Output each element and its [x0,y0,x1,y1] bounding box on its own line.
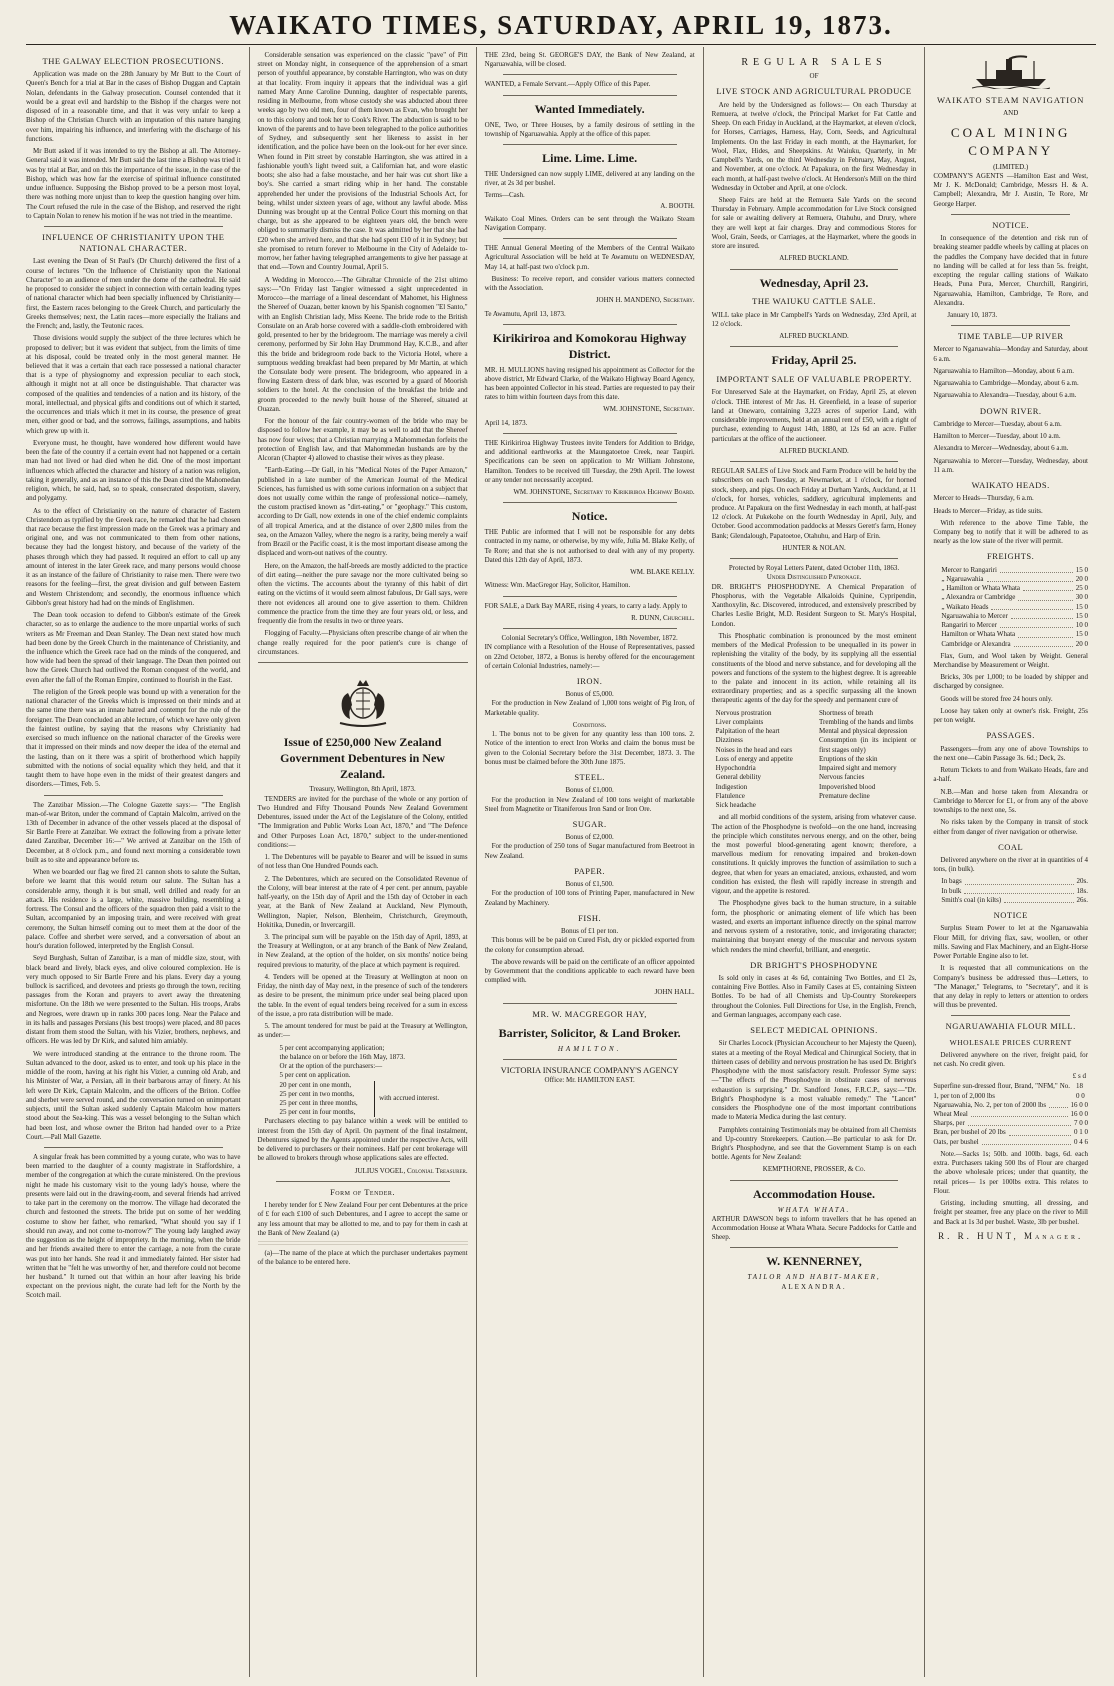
iron-conditions: 1. The bonus not to be given for any quantity less than 100 tons. 2. Notice of the intention to erect Iron Works and claim the bonus must be given to the Colonial Secretary before the 31st December, 1873. 3. The bonus must be claimed before the 30th June 1875. [484,730,695,766]
divider [951,325,1070,326]
christianity-p3: Everyone must, he thought, have wondered how different would have been the fate of the country if a certain event had not happened or a certain man had not lived or had died when he did. One of the most important influences which affected the character and history of a nation was religion, taking it generally, and as an instance of this the Dean cited the Mahomedan religion, which, he said, had, so to speak, consecrated despotism, slavery, and polygamy. [26,438,241,503]
ailment: Impoverished blood [819,782,876,791]
hall-signature: JOHN HALL. [654,988,695,997]
debentures-condition-1: 1. The Debentures will be payable to Bearer and will be issued in sums of not less than One Hundred Pounds each. [257,853,468,871]
kelly-signature: WM. BLAKE KELLY. [630,568,695,577]
lime-text: THE Undersigned can now supply LIME, delivered at any landing on the river, at 2s 3d per bushel. [484,169,695,188]
column-5 [924,47,1096,1677]
ailment: Hypochondria [715,764,756,773]
company-notice-headline: NOTICE. [992,219,1030,230]
flour-row: Superfine sun-dressed flour, Brand, "NFM," No. 1, per ton of 2,000 lbs 18 0 0 [933,1082,1085,1100]
sugar-heading: SUGAR. [572,819,607,829]
christianity-p2: Those divisions would supply the subject of the three lectures which he proposed to deliver; but it was evident that subject, from the limits of time at his disposal, could be treated only in the most general manner. He believed that it was a certain that each race possessed a national character that is a type of physiognomy and expression peculiar to each stock, although it might not at all once be distinguishable. That character was composed of the qualities and tendencies of a nation and its history, of the moral, intellectual, and physical gifts and conditions out of which it started, the occurrences and trials which it met in its course, the presence of great men, either good or bad, and the sorrows, failings, assumptions, and habits which grew up with it. [26,334,241,435]
ailment: Sick headache [715,801,756,810]
medical-opinions-headline: SELECT MEDICAL OPINIONS. [750,1025,878,1036]
fish-text: This bonus will be be paid on Cured Fish, dry or pickled exported from the colony for consumption abroad. [484,936,695,954]
divider [951,1015,1070,1016]
payment-note: with accrued interest. [374,1081,468,1118]
johnstone-signature-2: WM. JOHNSTONE, Secretary to Kirikiriroa Highway Board. [513,488,695,497]
phosphodyne-description: This Phosphatic combination is pronounced by the most eminent members of the Medical Profession to be unequalled in its power in replenishing the vitality of the body, by its supplying all the essential constituents of the blood and nerve substance, and for developing all the powers and functions of the system to the highest degree. It is agreeable to the palate and innocent in its action, while retaining all its extraordinary properties; and as a specific surpassing all the known therapeutic agents of the day for the speedy and permanent cure of [711,631,917,705]
lime-orders: Waikato Coal Mines. Orders can be sent through the Waikato Steam Navigation Company. [484,214,695,232]
buckland-signature-2: ALFRED BUCKLAND. [779,332,849,341]
barrister-title: Barrister, Solicitor, & Land Broker. [498,1025,681,1040]
kelly-witness: Witness: Wm. MacGregor Hay, Solicitor, Hamilton. [484,581,631,590]
macgregor-hay-name: MR. W. MACGREGOR HAY, [532,1008,647,1019]
flour-row: Sharps, per 7 0 0 [933,1119,1088,1128]
flour-row: Bran, per bushel of 20 lbs 0 1 0 [933,1128,1088,1137]
up-river-entry: Ngaruawahia to Alexandra—Tuesday, about 6 a.m. [933,391,1077,400]
coal-headline: COAL [998,841,1024,852]
hamilton-town: HAMILTON. [557,1044,622,1053]
divider [503,238,677,239]
galway-p1: Application was made on the 28th January by Mr Butt to the Court of Queen's Bench for a trial at Bar in the cases of Bishop Duggan and Captain Nolan, defendants in the Galway prosecution. Counsel contended that it would be a great evil and hardship to the Bishop if the charges were not disposed of in a reasonable time, and that it was very unfair to keep a Bishop of the Christian Church with an imputation of this nature hanging over him, impairing his influence, and interfering with the discharge of his functions. [26,70,241,143]
steam-power-text: Surplus Steam Power to let at the Ngaruawahia Flour Mill, for driving flax, saw, woollen, or other mills. Sawing and Flax Machinery, and an Eight-Horse Power Portable Engine also to let. [933,924,1088,961]
tender-form-headline: Form of Tender. [330,1186,396,1197]
zanzibar-p3: Seyd Burghash, Sultan of Zanzibar, is a man of middle size, stout, with black beard and lively, black eyes, and olive coloured complexion. He is very much opposed to Sir Bartle Frere and his plans. Every day a young bullock is sacrificed, and devotees and priests go through the town, reciting passages from the Koran and prayers to avert away the threatening misfortune. On the 18th we were presented to the Sultan. His troops, Arabs and Negroes, were drawn up in ranks 300 paces long. Near the Palace and in its halls and passages Persians (his best troops) were placed, and 80 paces distant from them stood the Sultan, with his Vizier, brothers, nephews, and officers. He was led by Dr Kirk, and saluted him amiably. [26,954,241,1046]
steamship-icon [972,55,1050,89]
horse-passage-text: N.B.—Man and horse taken from Alexandra or Cambridge to Mercer for £1, or from any of the above townships to the next one, 5s. [933,787,1088,815]
agricultural-meeting-business: Business: To receive report, and consider various matters connected with the Association. [484,274,695,293]
morocco-wedding-p1: A Wedding in Morocco.—The Gibraltar Chronicle of the 21st ultimo says:—"On Friday last Tangier witnessed a sight unprecedented in Morocco—the marriage of a lineal descendant of Mahomet, his Highness the Shereef of Ouazan, better known by his Spanish cognomen "El Santo," with an English Christian lady, Miss Keene. The bride rode to the British Consulate on an Arab horse covered with a saddle-cloth embroidered with gold, presented to her by the bridegroom. The marriage was merely a civil ceremony, performed by Sir John Hay Drummond Hay, K.C.B., and after this the bride and bridegroom rode back to the Victoria Hotel, where a sumptuous wedding breakfast had been prepared by Mr Martin, at which the Consulate body were present. The bridegroom, who appeared in a flowing Eastern dress of dark blue, was escorted by a guard of Moorish soldiers to the hotel. At the conclusion of the breakfast the bride and groom proceeded to the newly built house of the Shereef, situated at Ouazan. [257,275,468,413]
bridge-tenders-notice: THE Kirikiriroa Highway Trustees invite Tenders for Addition to Bridge, and additional earthworks at the Maungatoetoe Creek, near Taupiri. Specifications can be seen on application to Mr William Johnstone, Hamilton. Tenders to be received till Tuesday, the 29th April. The lowest or any tender not necessarily accepted. [484,438,695,484]
divider [503,1059,677,1060]
coal-row: In bags 20s. [941,877,1088,886]
up-river-entry: Mercer to Ngaruawahia—Monday and Saturday, about 6 a.m. [933,345,1088,363]
ailment: Dizziness [715,736,743,745]
steam-power-notice-headline: NOTICE [993,910,1028,921]
freight-row: Mercer to Rangariri 15 0 [941,565,1088,574]
buckland-signature: ALFRED BUCKLAND. [779,254,849,263]
divider [44,226,223,227]
coal-row: Smith's coal (in kilts) 26s. [941,895,1088,904]
iron-bonus: Bonus of £5,000. [565,690,614,699]
divider [258,662,468,663]
ailment: Nervous prostration [715,708,772,717]
ailment: General debility [715,773,761,782]
christianity-p5: The Dean took occasion to defend to Gibbon's estimate of the Greek character, so as to enlarge the audience to the more unpartial works of such writers as Mr Freeman and Dean Stanley. The Dean next stated how much had been done by the Greek Church in the maintenance of Christianity, and the influence which the Greek race had on the minds of the conquered, and how wide had been the spread of their language. The Dean then pointed out how the Greek Church had outlived the Roman conquest of the world, and even after the fall of the Roman Empire, continued to flourish in the East. [26,611,241,684]
sugar-text: For the production of 250 tons of Sugar manufactured from Beetroot in New Zealand. [484,842,695,860]
buckland-signature-3: ALFRED BUCKLAND. [779,446,849,455]
divider [503,433,677,434]
mare-for-sale-ad: FOR SALE, a Dark Bay MARE, rising 4 years, to carry a lady. Apply to [484,601,688,610]
flour-row: Oats, per bushel 0 4 6 [933,1137,1088,1146]
christianity-headline: INFLUENCE OF CHRISTIANITY UPON THE NATIONAL CHARACTER. [42,231,225,254]
phosphodyne-structure: The Phosphodyne gives back to the human structure, in a suitable form, the phosphoric or animating element of life which has been wasted, and exerts an important influence directly on the spinal marrow and nervous system of a restorative, tonic, and invigorating character; maintaining that buoyant energy of the muscular and nervous system which renders the mind cheerful, brilliant, and energetic. [711,899,917,954]
payment-line: 25 per cent in four months, [279,1108,356,1117]
letters-patent-line: Protected by Royal Letters Patent, dated October 11th, 1863. [728,564,900,573]
ailment: Noises in the head and ears [715,745,793,754]
kennerney-name: W. KENNERNEY, [766,1254,862,1269]
phosphodyne-intro: DR. BRIGHT'S PHOSPHODYNE. A Chemical Preparation of Phosphorus, with the Vegetable Alkaloids Quinine, Cypripendin, Xanthoxylin, &c. Discovered, introduced, and extensively prescribed by Charles Leslie Bright, M.D. Resident Surgeon to St. Mary's Hospital, London. [711,582,917,628]
ailment: Impaired sight and memory [819,764,897,773]
treasury-dateline: Treasury, Wellington, 8th April, 1873. [309,785,416,794]
zanzibar-p1: The Zanzibar Mission.—The Cologne Gazette says:— "The English man-of-war Briton, under the command of Captain Malcolm, arrived on the 13th of December in advance of the other vessels placed at the disposal of Sir Bartle Frere at Zanzibar. We extract the following from a private letter dated Zanzibar, December 16:—" We arrived at Zanzibar on the 15th of December, at 8 o'clock p.m., and found next morning a considerable town built as to site and appearance before us. [26,800,241,864]
company-agents: COMPANY'S AGENTS —Hamilton East and West, Mr J. K. McDonald; Cambridge, Messrs H. & A. Campbell; Alexandra, Mr J. Austin, Te Rore, Mr George Harper. [933,172,1088,208]
divider [730,461,899,462]
divider [730,269,899,270]
divider [503,1003,677,1004]
limited-line: (LIMITED.) [993,162,1029,171]
up-river-entry: Ngaruawahia to Hamilton—Monday, about 6 a.m. [933,366,1075,375]
ailment: Indigestion [715,782,748,791]
earth-eating-p1: "Earth-Eating.—Dr Gall, in his "Medical Notes of the Paper Amazon," published in a late number of the American Journal of the Medical Sciences, has furnished us with some curious information on a subject that does not usually come within the range of professional notice—namely, the custom practised known as "dirt-eating," or "geophagy." This custom, according to Dr Gall, now extends in one of the chief endemic complaints of all tropical America, and at the distance of over 2,800 miles from the sea, on the Amazon Valley, where the negro is a rarity, being merely a waif from Brazil or the Pacific coast, it is the most important disease among the displaced and worn-out natives of the country. [257,466,468,558]
victoria-insurance-agency: VICTORIA INSURANCE COMPANY'S AGENCY [500,1064,679,1075]
waiuku-sale-text: WILL take place in Mr Campbell's Yards on Wednesday, 23rd April, at 12 o'clock. [711,310,917,328]
dunning-story: Considerable sensation was experienced on the classic "pave" of Pitt street on Monday night, in consequence of the apprehension of a smart person of youthful appearance, by constable Harrington, who was on duty at that locality. From inquiry it appears that the individual was a girl named Mary Anne Caroline Dunning, daughter of respectable parents, residing in Melbourne, from whose custody she was abducted about three weeks ago by two old men, four of them known as Evan, who brought her on to this colony and took her to Cook's River. The abduction is said to be known of the parents and to have been telegraphed to the police authorities of Sydney, and subsequently sent her likeness to assist in her identification, and the police have been on the look-out for her ever since. When found in Pitt street by constable Harrington, she was attired in a fashionable youth's light tweed suit, a Californian hat, and wore elastic boots; she also had a false moustache, and her hair was cut short like a boy's. She carried a smart riding whip in her hand. The constable apprehended her under the provisions of the Industrial Schools Act, for being, whilst under sixteen years of age, without any lawful abode. Miss Dunning was brought up at the Central Police Court this morning on that charge, but as she appeared to be eighteen years old, the bench were obliged to summarily dismiss the case. It was admitted by her that she had £20 when she arrived here, and that she had spent £10 of it in Sydney; but she promised to return forever to Melbourne in the City of Adelaide to-morrow, her father having telegraphed arrangements to give her passage at that end.—Town and Country Journal, April 5. [257,51,468,272]
down-river-entry: Hamilton to Mercer—Tuesday, about 10 a.m. [933,432,1061,441]
payment-line: 20 per cent in one month, [279,1080,352,1089]
treasurer-signature: JULIUS VOGEL, Colonial Treasurer. [354,1166,468,1175]
dawson-ad-text: ARTHUR DAWSON begs to inform travellers that he has opened an Accommodation House at Whata Whata. Secure Paddocks for Cattle and Sheep. [711,1214,917,1242]
debentures-purchasers: Purchasers electing to pay balance within a week will be entitled to interest from the 15th day of April. On payment of the final instalment, Debentures signed by the Agents appointed under the respective Acts, will be delivered to purchasers or their nominees. Half per cent brokerage will be allowed to brokers through whose applications sales are effected. [257,1117,468,1163]
freight-row: Hamilton or Whata Whata 15 0 [941,630,1088,639]
prices-delivery-text: Delivered anywhere on the river, freight paid, for net cash. No credit given. [933,1050,1088,1068]
freight-row: Ngaruawahia to Mercer 15 0 [941,611,1088,620]
christianity-p6: The religion of the Greek people was bound up with a veneration for the national character of the Greeks which is impressed on their minds and at the same time there was an innate hatred and contempt for the rule of the foreigner. The Dean concluded an able lecture, of which we have only given the faintest outline, by saying that the reasons why Christianity had exercised so much influence on the national character of the Greeks were that it impressed on their minds and now deeper the idea of the eternal and the lasting, than on it there was a spirit of brotherhood which happily submitted with the notions of social equality which they held, and that it taught them to have hope even in the midst of their greatest dangers and disorders.—Times, Feb. 5. [26,687,241,789]
ailment: Consumption (in its incipient or first stages only) [819,736,917,754]
notice-date: January 10, 1873. [947,311,998,320]
ailment: Premature decline [819,791,870,800]
ailment: Trembling of the hands and limbs [819,717,914,726]
patronage-line: Under Distinguished Patronage. [766,573,862,582]
divider [503,95,677,96]
fish-bonus: Bonus of £1 per ton. [560,927,619,936]
flour-prices-list [933,1082,1088,1147]
christianity-p4: As to the effect of Christianity on the nature of character of Eastern Christendom as typified by the Greek race, he remarked that he had chosen that race because the first impression made on the Greek was a primary and original one, and was not communicated to them from other nations, because they had the longest history, and because of the variety of the phases through which they had passed. It required an effort to call up any amount of interest in the later Greek race, and many persons would choose it as an instance of the failure of Christianity to raise men. There were two reasons for the feeling—first, the great division and gulf between Eastern and Western Christendom; and secondly, the enormous influence which Gibbon's great history had had on the minds of Englishmen. [26,506,241,607]
payment-line: 25 per cent in two months, [279,1089,355,1098]
galway-headline: THE GALWAY ELECTION PROSECUTIONS. [42,56,224,66]
payment-line: Or at the option of the purchasers:— [279,1062,383,1071]
column-3 [476,47,703,1677]
storage-note: Goods will be stored free 24 hours only. [940,694,1053,703]
time-table-note: With reference to the above Time Table, the Company beg to notify that it will be adhered to as nearly as the low state of the river will permit. [933,518,1088,546]
kelly-notice-text: THE Public are informed that I will not be responsible for any debts contracted in my name, or otherwise, by my wife, Julia M. Blake Kelly, of Te Rore; and that she is not authorised to deal with any of my property. Dated this 12th day of April, 1873. [484,528,695,564]
heads-entry: Mercer to Heads—Thursday, 6 a.m. [933,494,1034,503]
return-tickets-text: Return Tickets to and from Waikato Heads, fare and a-half. [933,766,1088,784]
ailment: Mental and physical depression [819,727,908,736]
payment-line: the balance on or before the 16th May, 1873. [279,1052,406,1061]
regular-sales-headline: REGULAR SALES [741,57,887,68]
freight-row: Cambridge or Alexandra 20 0 [941,639,1088,648]
waiuku-cattle-sale-headline: THE WAIUKU CATTLE SALE. [752,296,876,307]
debentures-condition-5: 5. The amount tendered for must be paid at the Treasury at Wellington, as under:— [257,1022,468,1040]
wanted-text: ONE, Two, or Three Houses, by a family desirous of settling in the township of Ngaruawahia. Apply at the office of this paper. [484,120,695,138]
divider [503,144,677,145]
curate-story: A singular freak has been committed by a young curate, who was to have been married to the daughter of a county magistrate in Staffordshire, a member of the congregation at which the curate ministered. On the previous night he made his customary visit to the young lady's house, where the presents were laid out in the drawing-room, and several friends had arrived to take part in the ceremony on the morrow. The village had decorated the church and festooned the streets. The bride put on some of her wedding costume to show her father, who remarked, "What should you say if I should run away, and not come to-morrow?" The young lady laughed away the suggestion as the height of impropriety. In the morning, when the bride and her friends awaited there to enter the carriage, a note from the curate was put into her hands. She read it and immediately fainted. Her sister had written that he "felt he was unworthy of her, and therefore could not become her husband." It turned out that within an hour after leaving his bride expectant on the previous night, the curate had left for the North by the Scotch mail. [26,1152,241,1300]
divider [503,596,677,597]
kelly-notice-headline: Notice. [571,509,608,524]
freight-row: „ Alexandra or Cambridge 30 0 [941,593,1088,602]
iron-text: For the production in New Zealand of 1,000 tons weight of Pig Iron, of Marketable quality. [484,699,695,717]
masthead: WAIKATO TIMES, SATURDAY, APRIL 19, 1873. [26,8,1096,45]
ailment: Eruptions of the skin [819,754,878,763]
column-2 [249,47,476,1677]
divider [730,1247,899,1248]
earth-eating-p3: Flogging of Faculty.—Physicians often prescribe change of air when the change really required for the poor patient's cure is change of circumstances. [257,629,468,656]
agricultural-meeting-notice: THE Annual General Meeting of the Members of the Central Waikato Agricultural Association will be held at Te Awamutu on WEDNESDAY, May 14, at half-past two o'clock p.m. [484,244,695,271]
servant-wanted-ad: WANTED, a Female Servant.—Apply Office of this Paper. [484,80,651,89]
agency-office: Office: Mr. HAMILTON EAST. [544,1076,635,1085]
divider [44,795,223,796]
christianity-p1: Last evening the Dean of St Paul's (Dr Church) delivered the first of a course of lectures "On the Influence of Christianity upon the National Character" to an audience of men under the dome of the cathedral. He said he proposed to consider the subject in connection with certain leading types of national character which had been specially influenced by Christianity—first, the Eastern races belonging to the Greek Church, and particularly the Greeks themselves; next, the Latin races—more especially the Italians and the French; and, lastly, the Teutonic races. [26,257,241,331]
freight-row: „ Ngaruawahia 20 0 [941,574,1088,583]
sheep-fairs-text: Sheep Fairs are held at the Remuera Sale Yards on the second Thursday in February. Ample accommodation for Live Stock consigned for sale or awaiting delivery at Remuera, Otahuhu, and Drury, where they are well kept at fair charges. Dray and commodious Stores for Wool, Grain, Seeds, or Carriages, at the Haymarket, where the goods in store are insured. [711,195,917,251]
iron-heading: IRON. [576,675,603,686]
coal-delivery-text: Delivered anywhere on the river at in quantities of 4 tons, (in bulk). [933,855,1088,874]
column-4 [703,47,925,1677]
flour-row: Ngaruawahia, No. 2, per ton of 2000 lbs 16 0 0 [933,1100,1088,1109]
bonus-certificate-text: The above rewards will be paid on the certificate of an officer appointed by Government that the conditions applicable to each reward have been complied with. [484,957,695,985]
lime-headline: Lime. Lime. Lime. [542,151,638,165]
divider [730,558,899,559]
down-river-entry: Ngaruawahia to Mercer—Tuesday, Wednesday, about 11 a.m. [933,456,1088,474]
hunter-nolan-sales-text: REGULAR SALES of Live Stock and Farm Produce will be held by the subscribers on each Tuesday, at Newmarket, at 1 o'clock, for horned stock, sheep, and pigs. On each Friday at Durham Yards, Auckland, at 11 o'clock, for horses, vehicles, saddlery, agricultural implements and produce. At Papakura on the first Wednesday in each month, at half-past 12 o'clock. At Pukekohe on the fourth Wednesday in April, July, and October. Good accommodation paddocks at Messrs Gerett's farm, Honey Bank; Glendalough, Papatoetoe, Otahuhu, and Harp of Erin. [711,467,917,540]
passages-headline: PASSAGES. [986,730,1035,741]
up-river-entry: Ngaruawahia to Cambridge—Monday, about 6 a.m. [933,379,1079,388]
down-river-entry: Alexandra to Mercer—Wednesday, about 6 a.m. [933,444,1069,453]
flour-mill-headline: NGARUAWAHIA FLOUR MILL. [945,1021,1076,1032]
ailment: Palpitation of the heart [715,727,780,736]
freight-weight-note: Flax, Gum, and Wool taken by Weight. General Merchandise by Measurement or Weight. [933,651,1088,669]
dunn-signature: R. DUNN, Churchill. [631,613,695,622]
sugar-bonus: Bonus of £2,000. [565,833,614,842]
divider [730,346,899,347]
wednesday-headline: Wednesday, April 23. [759,275,869,290]
bank-closed-notice: THE 23rd, being St. GEORGE'S DAY, the Bank of New Zealand, at Ngaruawahia, will be closed. [484,51,695,69]
paper-bonus: Bonus of £1,500. [565,880,614,889]
tender-form-note: (a)—The name of the place at which the purchaser undertakes payment of the balance to be entered here. [257,1249,468,1267]
ailment: Nervous fancies [819,773,865,782]
debentures-condition-3: 3. The principal sum will be payable on the 15th day of April, 1893, at the Treasury at Wellington, or at any branch of the Bank of New Zealand, in New Zealand, at the option of the holder, on six months' notice being required previous to maturity, of the place at which payment is required. [257,933,468,969]
columns [26,47,1096,1677]
hunter-nolan-signature: HUNTER & NOLAN. [782,543,846,552]
medical-opinions-text: Sir Charles Locock (Physician Accoucheur to her Majesty the Queen), states at a meeting of the Royal Medical and Chirurgical Society, that in thirteen cases of debility and nervous prostration he has used Dr. Bright's Phosphodyne with the most satisfactory result. Professor Syme says:—"The effects of the Phosphodyne in obstinate cases of nervous exhaustion is surprising." Dr. Sandford Jones, F.R.C.P., says:—"Dr. Bright's Phosphodyne is a most valuable remedy." The "Lancet" considers the Phosphodyne one of the most important contributions made to Materia Medica during the last century. [711,1039,917,1122]
ailment: Flatulence [715,791,745,800]
hunt-signature: R. R. HUNT, Manager. [938,1230,1084,1241]
passages-text: Passengers—from any one of above Townships to the next one—Cabin Passage 3s. 6d.; Deck, 2s. [933,744,1088,762]
tender-form-text: I hereby tender for £ New Zealand Four per cent Debentures at the price of £ for each £100 of such Debentures, and I agree to accept the same or any less amount that may be allotted to me, and to pay for them in cash at the Bank of New Zealand (a) [257,1201,468,1237]
important-sale-headline: IMPORTANT SALE OF VALUABLE PROPERTY. [716,374,912,385]
communications-text: It is requested that all communications on the Company's business be addressed thus—Letters, to "The Manager," Telegrams, to "Secretary", and it is that any delay in reply to letters or attention to orders will thus be prevented. [933,964,1088,1010]
galway-p2: Mr Butt asked if it was intended to try the Bishop at all. The Attorney-General said it was intended. Mr Butt said the last time a Bishop was tried it was by trial at Bar, and on this the importance of the issue, in the case of the Bishop, which was how far the exercise of spiritual influence constituted undue influence. Supposing the Bishop proved to be a person most loyal, there was nothing more unjust than to keep the question hanging over him. The Court refused the rule in the case of the Bishop, and reserved the right to Captain Nolan to renew his motion if he was not tried in the meantime. [26,147,241,220]
paper-heading: PAPER. [574,865,606,876]
bricks-note: Bricks, 30s per 1,000; to be loaded by shipper and discharged by consignee. [933,673,1088,691]
ailment: Loss of energy and appetite [715,754,793,763]
freight-row: „ Waikato Heads 15 0 [941,602,1088,611]
down-river-headline: DOWN RIVER. [979,405,1042,416]
fish-heading: FISH. [578,912,602,923]
phosphodyne-sale-headline: DR BRIGHT'S PHOSPHODYNE [750,959,878,970]
zanzibar-p4: We were introduced standing at the entrance to the throne room. The Sultan advanced to the door, asked us to enter, and took up his place in the middle of the room, having at his right his Vizier, a cunning old Arab, and his Minister of War, a Persian, all in their barbarous array of finery. At his left were Dr Kirk, Captain Malcolm, and the officers of the Briton. Coffee and sherbet were served round, and the conversation turned on unimportant subjects, until the Sultan asked suddenly Captain Malcolm how matters stood about the Sea-king. This was a vessel belonging to the Sultan which had been lost, and whose owner the Briton had handed over to a Prize Court.—Pall Mall Gazette. [26,1049,241,1141]
collector-notice: MR. H. MULLIONS having resigned his appointment as Collector for the above district, Mr Edward Clarke, of the Waikato Highway Board Agency, has been appointed Collector in his stead. Parties are requested to pay their rates to him within fourteen days from this date. [484,365,695,402]
divider [503,502,677,503]
and-line: AND [1003,109,1019,118]
ailment: Liver complaints [715,717,764,726]
wanted-headline: Wanted Immediately. [534,101,645,116]
company-notice-text: In consequence of the detention and risk run of breaking steamer paddle wheels by calling at places on the paddles the Company have decided that in future no landing will be called at for less than 5s. freight, excepting the regular calling stations of Waikato Heads, Puna Pura, Mercer, Churchill, Rangiriri, Ngaruawahia, Hamilton, Cambridge, Te Rore, and Alexandra. [933,234,1088,307]
risk-text: No risks taken by the Company in transit of stock either from danger of river navigation or otherwise. [933,818,1088,836]
steel-heading: STEEL. [574,772,605,783]
paper-text: For the production of 100 tons of Printing Paper, manufactured in New Zealand by Machinery. [484,889,695,907]
earth-eating-p2: Here, on the Amazon, the half-breeds are mostly addicted to the practice of dirt eating—neither the pure savage nor the more cultivated being so often the victims. The accounts about the tyranny of this habit of dirt eating on the victims of it would seem almost fabulous, Dr Gall says, were there not evidences all around one to give assertion to them. Children commence the practice from the time they are four years old, or less, and frequently die from the results in two or three years. [257,561,468,626]
divider [503,628,677,629]
lime-terms: Terms—Cash. [484,191,525,200]
divider [276,1181,450,1182]
coal-mining-headline: COAL MINING COMPANY [950,125,1071,158]
divider [730,1180,899,1181]
up-river-headline: TIME TABLE—UP RIVER [957,331,1064,342]
coal-list [941,877,1088,905]
freights-list [941,566,1088,649]
mandeno-signature: JOHN H. MANDENO, Secretary. [595,296,695,305]
phosphodyne-action: and all morbid conditions of the system, arising from whatever cause. The action of the Phosphodyne is twofold—on the one hand, increasing the principle which constitutes nervous energy, and on the other, being the most powerful blood-generating agent known; therefore, a marvellous medium for renovating impaired and broken-down constitutions. It quickly improves the function of assimilation to such a degree, that when for years an emaciated, anxious, exhausted, and worn condition has existed, the flesh will rapidly increase in strength and vigour, and the appetite is restored. [711,813,917,896]
coal-row: In bulk 18s. [941,886,1088,895]
morocco-wedding-p2: For the honour of the fair country-women of the bride who may be disposed to follow her example, it may be as well to add that the Shereef has now four wives; that a Christian marrying a Mahommedan forfeits the protection of English law, and that Mahommedan husbands are by the Alcoran (Chapter 4) allowed to chastise their wives as they please. [257,417,468,463]
freight-row: Rangariri to Mercer 10 0 [941,621,1088,630]
conditions-heading: Conditions. [572,720,607,729]
lime-signature: A. BOOTH. [660,201,695,210]
royal-crest-icon [326,671,400,729]
alexandra-town: ALEXANDRA. [781,1282,847,1291]
freights-headline: FREIGHTS. [987,551,1035,562]
zanzibar-p2: When we boarded our flag we fired 21 cannon shots to salute the Sultan, before we learnt that this would return our salute. The Sultan has a considerable army, though it is but small, well drilled and ready for an attack. His residence is a large, white, massive building, resembling a fortress. The Consul and the officers of the squadron then paid a visit to the Sultan, accompanied by an imposing train, and were received with great ceremony, the Sultan himself coming out to meet them at the door of the palace. Coffee and sherbet were served, and a conversation of about an hour's duration followed, interpreted by the English Consul. [26,868,241,951]
prices-current-headline: WHOLESALE PRICES CURRENT [949,1037,1072,1047]
steam-navigation-headline: WAIKATO STEAM NAVIGATION [936,95,1085,105]
divider [951,214,1070,215]
hay-note: Loose hay taken only at owner's risk. Freight, 25s per ton weight. [933,706,1088,725]
debentures-intro: TENDERS are invited for the purchase of the whole or any portion of Two Hundred and Fifty Thousand Pounds New Zealand Government Debentures, issued under the Act of the Legislature of the Colony, entitled "The Immigration and Public Works Loan Act, 1870," and "The Defence and Other Purposes Loan Act, 1870," subject to the under-mentioned conditions:— [257,794,468,849]
friday-headline: Friday, April 25. [771,353,857,368]
heads-entry: Heads to Mercer—Friday, as tide suits. [933,506,1043,515]
payment-line: 25 per cent in three months, [279,1098,358,1107]
steel-bonus: Bonus of £1,000. [565,786,614,795]
meeting-date: Te Awamutu, April 13, 1873. [484,309,566,318]
highway-district-headline: Kirikiriroa and Komokorau Highway District. [492,330,687,361]
payment-line: 5 per cent on application. [279,1071,351,1080]
waikato-heads-headline: WAIKATO HEADS. [971,480,1050,491]
bonus-intro: IN compliance with a Resolution of the House of Representatives, passed on 22nd October, 1872, a Bonus is hereby offered for the encouragement of certain Colonial Industries, namely:— [484,643,695,670]
pamphlets-text: Pamphlets containing Testimonials may be obtained from all Chemists and Up-country Storekeepers. Caution.—Be particular to ask for Dr. Bright's Phosphodyne, and see that the Government Stamp is on each bottle. Agents for New Zealand: [711,1125,917,1162]
johnstone-signature: WM. JOHNSTONE, Secretary. [603,405,695,414]
live-stock-headline: LIVE STOCK AND AGRICULTURAL PRODUCE [716,86,912,97]
steel-text: For the production in New Zealand of 100 tons weight of marketable Steel from Magnetite or Titaniferous Iron Sand or Iron Ore. [484,795,695,813]
debentures-condition-2: 2. The Debentures, which are secured on the Consolidated Revenue of the Colony, will bear interest at the rate of 4 per cent. per annum, payable half-yearly, on the 15th day of April and the 15th day of October in each year, at the Bank of New Zealand at Auckland, New Plymouth, Wellington, Napier, Nelson, Blenheim, Christchurch, Greymouth, Hokitika, Dunedin, or Invercargill. [257,874,468,929]
money-header: £ s d [1072,1072,1086,1081]
colonial-office-dateline: Colonial Secretary's Office, Wellington, 18th November, 1872. [501,634,678,643]
property-sale-text: For Unreserved Sale at the Haymarket, on Friday, April 25, at eleven o'clock. THE interest of Mr Jas. H. Greenfield, in a lease of superior land at Onewaro, containing 3,223 acres of superior Land, with considerable improvements, held at an annual rent of £50, with a right of purchase, extending to August 14th, 1880, at 12s 6d an acre. Fuller particulars at the office of the auctioneer. [711,388,917,443]
flour-row: Wheat Meal 16 0 0 [933,1109,1088,1118]
sacks-note: Note.—Sacks 1s; 50lb. and 100lb. bags, 6d. each extra. Purchasers taking 500 lbs of Flour are charged the above wholesale prices; under that quantity, the retail prices— 1s per 100lbs extra. This relates to Flour. [933,1149,1088,1195]
column-1 [26,47,249,1677]
regular-sales-text: Are held by the Undersigned as follows:— On each Thursday at Remuera, at twelve o'clock, the Principal Market for Fat Cattle and Sheep. On each Friday in Auckland, at the Haymarket, at eleven o'clock, for Horses, Carriages, Harness, Hay, Corn, Seeds, and Agricultural Implements. On the last Friday in each month, at the Haymarket, for Wool, Flax, Hides, and Sheepskins. At Waiuku, Quarterly, in Mr Campbell's Yards, on the third Wednesday in February, May, August, and November, at one o'clock. At Papakura, on the first Wednesday in each month, at half-past twelve o'clock. At Henderson's Mill on the third Wednesday in October and April, at one o'clock. [711,100,917,192]
phosphodyne-sale-text: Is sold only in cases at 4s 6d, containing Two Bottles, and £1 2s, containing Five Bottles. Also in Family Cases at £5, containing Sixteen Bottles. To be had of all Chemists and Up-Country Storekeepers throughout the Colonies. Full Directions for Use, in the English, French, and German languages, accompany each case. [711,974,917,1019]
divider [503,324,677,325]
debentures-condition-4: 4. Tenders will be opened at the Treasury at Wellington at noon on Friday, the ninth day of May next, in the presence of such of the tenderers as desire to be present, the minimum price under seal being placed upon the table. In the event of equal tenders being received for a sum in excess of the issue, a pro rata distribution will be made. [257,972,468,1018]
collector-date: April 14, 1873. [484,418,528,427]
payment-line: 5 per cent accompanying application; [279,1043,385,1052]
accommodation-headline: Accommodation House. [753,1186,875,1201]
gristing-note: Gristing, including smutting, all dressing, and freight per steamer, free any place on the river to Mill and Back at 1s 3d per bushel. Waste, 3lb per bushel. [933,1199,1088,1226]
regular-sales-of: OF [809,72,819,81]
freight-row: „ Hamilton or Whata Whata 25 0 [941,584,1088,593]
divider [503,74,677,75]
ailments-list [716,709,917,811]
divider [44,1147,223,1148]
ailment: Shortness of breath [819,708,874,717]
debentures-headline: Issue of £250,000 New Zealand Government Debentures in New Zealand. [280,735,445,781]
agents-name: KEMPTHORNE, PROSSER, & Co. [762,1165,866,1174]
whata-whata-town: WHATA WHATA. [777,1205,851,1214]
down-river-entry: Cambridge to Mercer—Tuesday, about 6 a.m. [933,419,1062,428]
tailor-trade: TAILOR AND HABIT-MAKER, [747,1273,881,1282]
